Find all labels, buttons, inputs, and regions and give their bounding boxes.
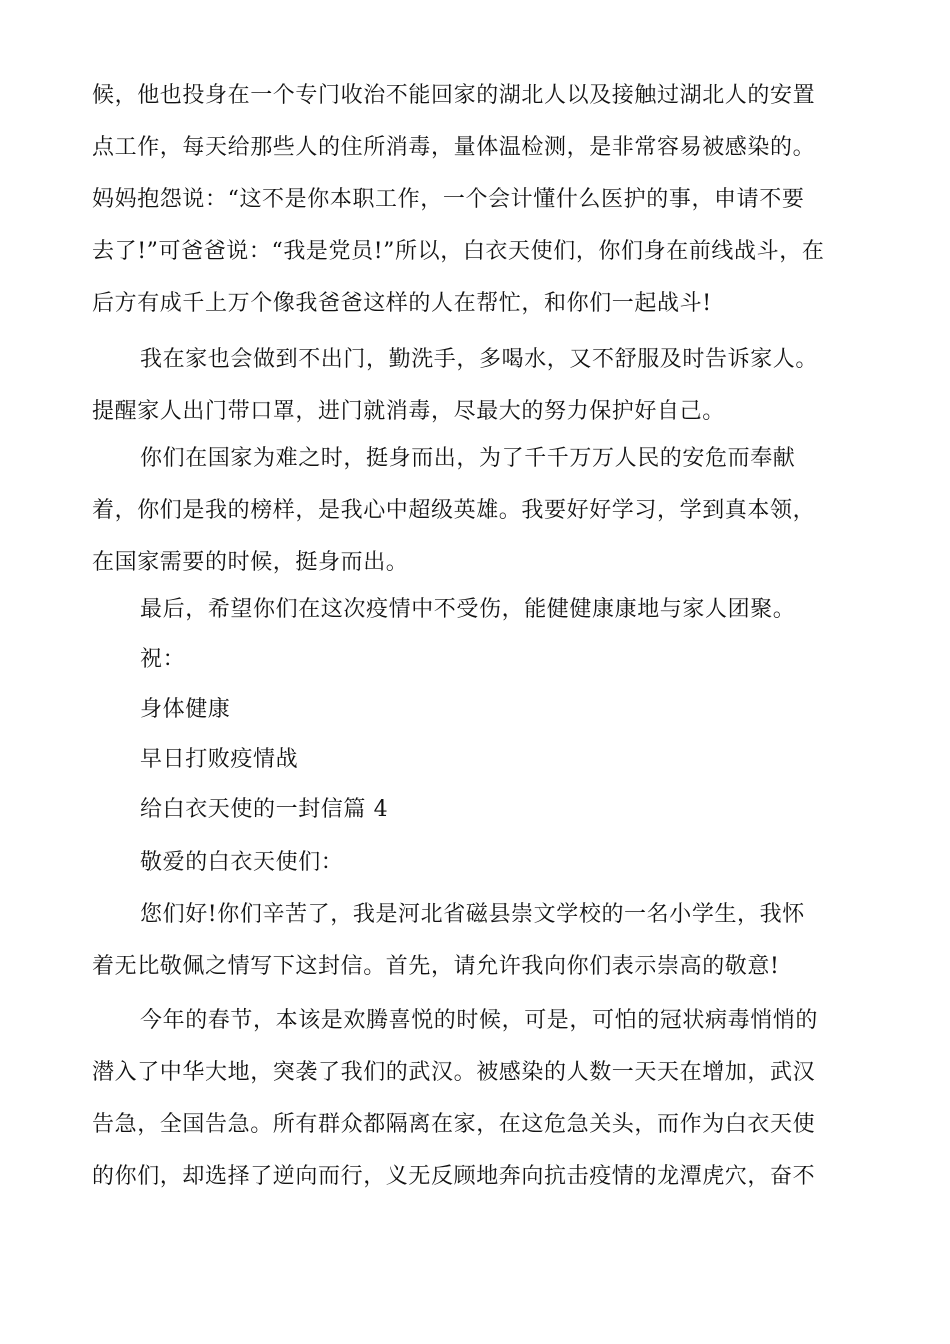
text-line: 点工作，每天给那些人的住所消毒，量体温检测，是非常容易被感染的。 bbox=[92, 135, 816, 160]
text-line: 今年的春节，本该是欢腾喜悦的时候，可是，可怕的冠状病毒悄悄的 bbox=[140, 1008, 819, 1033]
text-line: 最后，希望你们在这次疫情中不受伤，能健健康康地与家人团聚。 bbox=[140, 597, 796, 622]
paragraph-stay-home bbox=[92, 334, 862, 438]
text-line: 你们在国家为难之时，挺身而出，为了千千万万人民的安危而奉献 bbox=[140, 446, 796, 471]
text-line: 着，你们是我的榜样，是我心中超级英雄。我要好好学习，学到真本领， bbox=[92, 498, 816, 523]
text-line: 给白衣天使的一封信篇 4 bbox=[140, 797, 389, 822]
text-line: 着无比敬佩之情写下这封信。首先，请允许我向你们表示崇高的敬意! bbox=[92, 954, 780, 979]
text-line: 告急，全国告急。所有群众都隔离在家，在这危急关头，而作为白衣天使 bbox=[92, 1112, 816, 1137]
paragraph-spring-festival bbox=[92, 995, 862, 1203]
text-line: 敬爱的白衣天使们： bbox=[140, 850, 344, 875]
section-heading bbox=[92, 784, 862, 836]
text-line: 的你们，却选择了逆向而行，义无反顾地奔向抗击疫情的龙潭虎穴，奋不 bbox=[92, 1164, 816, 1189]
paragraph-father-volunteer bbox=[92, 70, 862, 330]
text-line: 您们好!你们辛苦了，我是河北省磁县崇文学校的一名小学生，我怀 bbox=[140, 902, 805, 927]
paragraph-good-health bbox=[92, 684, 862, 736]
paragraph-heroes bbox=[92, 433, 862, 589]
text-line: 候，他也投身在一个专门收治不能回家的湖北人以及接触过湖北人的安置 bbox=[92, 83, 816, 108]
text-line: 提醒家人出门带口罩，进门就消毒，尽最大的努力保护好自己。 bbox=[92, 399, 725, 424]
text-line: 后方有成千上万个像我爸爸这样的人在帮忙，和你们一起战斗! bbox=[92, 291, 712, 316]
paragraph-salutation bbox=[92, 837, 862, 889]
paragraph-greeting-wish bbox=[92, 634, 862, 686]
text-line: 潜入了中华大地，突袭了我们的武汉。被感染的人数一天天在增加，武汉 bbox=[92, 1060, 816, 1085]
paragraph-defeat-epidemic bbox=[92, 734, 862, 786]
paragraph-closing-wish bbox=[92, 584, 862, 636]
text-line: 去了!”可爸爸说：“我是党员!”所以，白衣天使们，你们身在前线战斗，在 bbox=[92, 239, 825, 264]
text-line: 我在家也会做到不出门，勤洗手，多喝水，又不舒服及时告诉家人。 bbox=[140, 347, 819, 372]
text-line: 身体健康 bbox=[140, 697, 231, 722]
text-line: 妈妈抱怨说：“这不是你本职工作，一个会计懂什么医护的事，申请不要 bbox=[92, 187, 805, 212]
text-line: 在国家需要的时候，挺身而出。 bbox=[92, 550, 409, 575]
paragraph-introduction bbox=[92, 889, 862, 993]
text-line: 祝： bbox=[140, 647, 186, 672]
text-line: 早日打败疫情战 bbox=[140, 747, 299, 772]
